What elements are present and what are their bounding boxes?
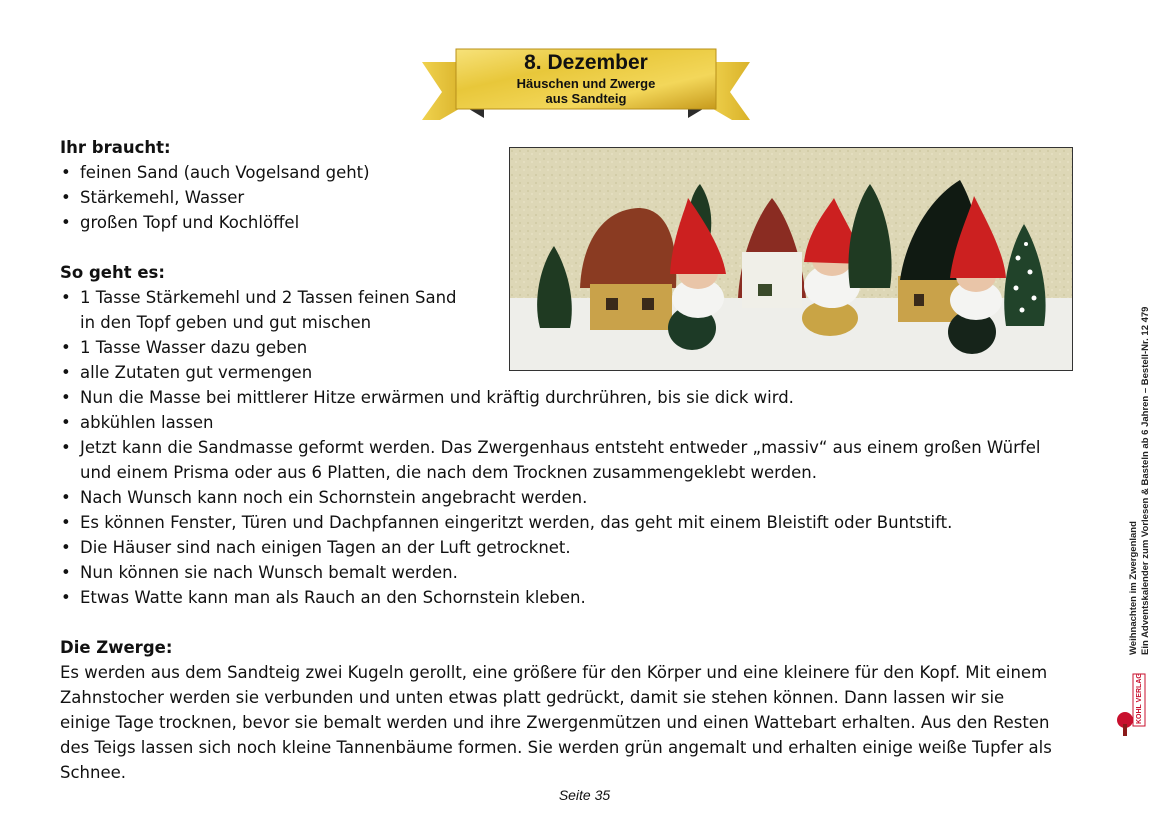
list-item: • Nun können sie nach Wunsch bemalt werden. [60,560,1040,585]
paragraph-line: Schnee. [60,763,127,782]
list-item: • Die Häuser sind nach einigen Tagen an der Luft getrocknet. [60,535,1040,560]
list-item: • Etwas Watte kann man als Rauch an den Schornstein kleben. [60,585,1040,610]
banner-subtitle-line2: aus Sandteig [545,91,627,106]
kohl-logo-icon [1115,672,1151,736]
craft-photo [509,147,1073,371]
paragraph-line: einige Tage trocknen, bevor sie bemalt werden und ihre Zwergenmützen und einen Wattebart erhalten. Aus den Resten [60,713,1050,732]
sidebar-subtitle: Ein Adventskalender zum Vorlesen & Basteln ab 6 Jahren – Bestell-Nr. 12 479 [1140,306,1151,655]
publisher-logo [1115,672,1151,736]
materials-section [60,135,370,235]
paragraph-line: Zahnstocher werden sie verbunden und unten etwas platt gedrückt, damit sie stehen können. Dann lassen wir sie [60,688,1005,707]
list-item: • abkühlen lassen [60,410,1040,435]
list-item: • Es können Fenster, Türen und Dachpfannen eingeritzt werden, das geht mit einem Bleistift oder Buntstift. [60,510,1040,535]
paragraph-line: des Teigs lassen sich noch kleine Tannenbäume formen. Sie werden grün angemalt und erhalten einige weiße Tupfer als [60,738,1052,757]
list-item: • Jetzt kann die Sandmasse geformt werden. Das Zwergenhaus entsteht entweder „massiv“ aus einem großen Würfel und einem Prisma oder aus 6 Platten, die nach dem Trocknen zusammengeklebt werden. [60,435,1040,485]
list-item: • Nun die Masse bei mittlerer Hitze erwärmen und kräftig durchrühren, bis sie dick wird. [60,385,1040,410]
paragraph-line: Es werden aus dem Sandteig zwei Kugeln gerollt, eine größere für den Körper und eine kleinere für den Kopf. Mit einem [60,663,1048,682]
banner-title: 8. Dezember [524,51,648,74]
materials-heading: Ihr braucht: [60,138,171,157]
list-item: • alle Zutaten gut vermengen [60,360,1040,385]
page-number: Seite 35 [558,787,611,803]
materials-list [60,160,370,235]
logo-text: KOHL VERLAG [1136,673,1143,724]
list-item: • Stärkemehl, Wasser [60,185,370,210]
dwarves-section [60,635,1052,785]
steps-heading: So geht es: [60,263,165,282]
title-banner [420,46,752,124]
list-item: • 1 Tasse Stärkemehl und 2 Tassen feinen Sand in den Topf geben und gut mischen [60,285,1040,335]
list-item: • 1 Tasse Wasser dazu geben [60,335,1040,360]
sidebar-title: Weihnachten im Zwergenland [1128,521,1139,655]
banner-subtitle-line1: Häuschen und Zwerge [516,76,656,91]
list-item: • großen Topf und Kochlöffel [60,210,370,235]
list-item: • feinen Sand (auch Vogelsand geht) [60,160,370,185]
dwarves-heading: Die Zwerge: [60,638,173,657]
list-item: • Nach Wunsch kann noch ein Schornstein angebracht werden. [60,485,1040,510]
